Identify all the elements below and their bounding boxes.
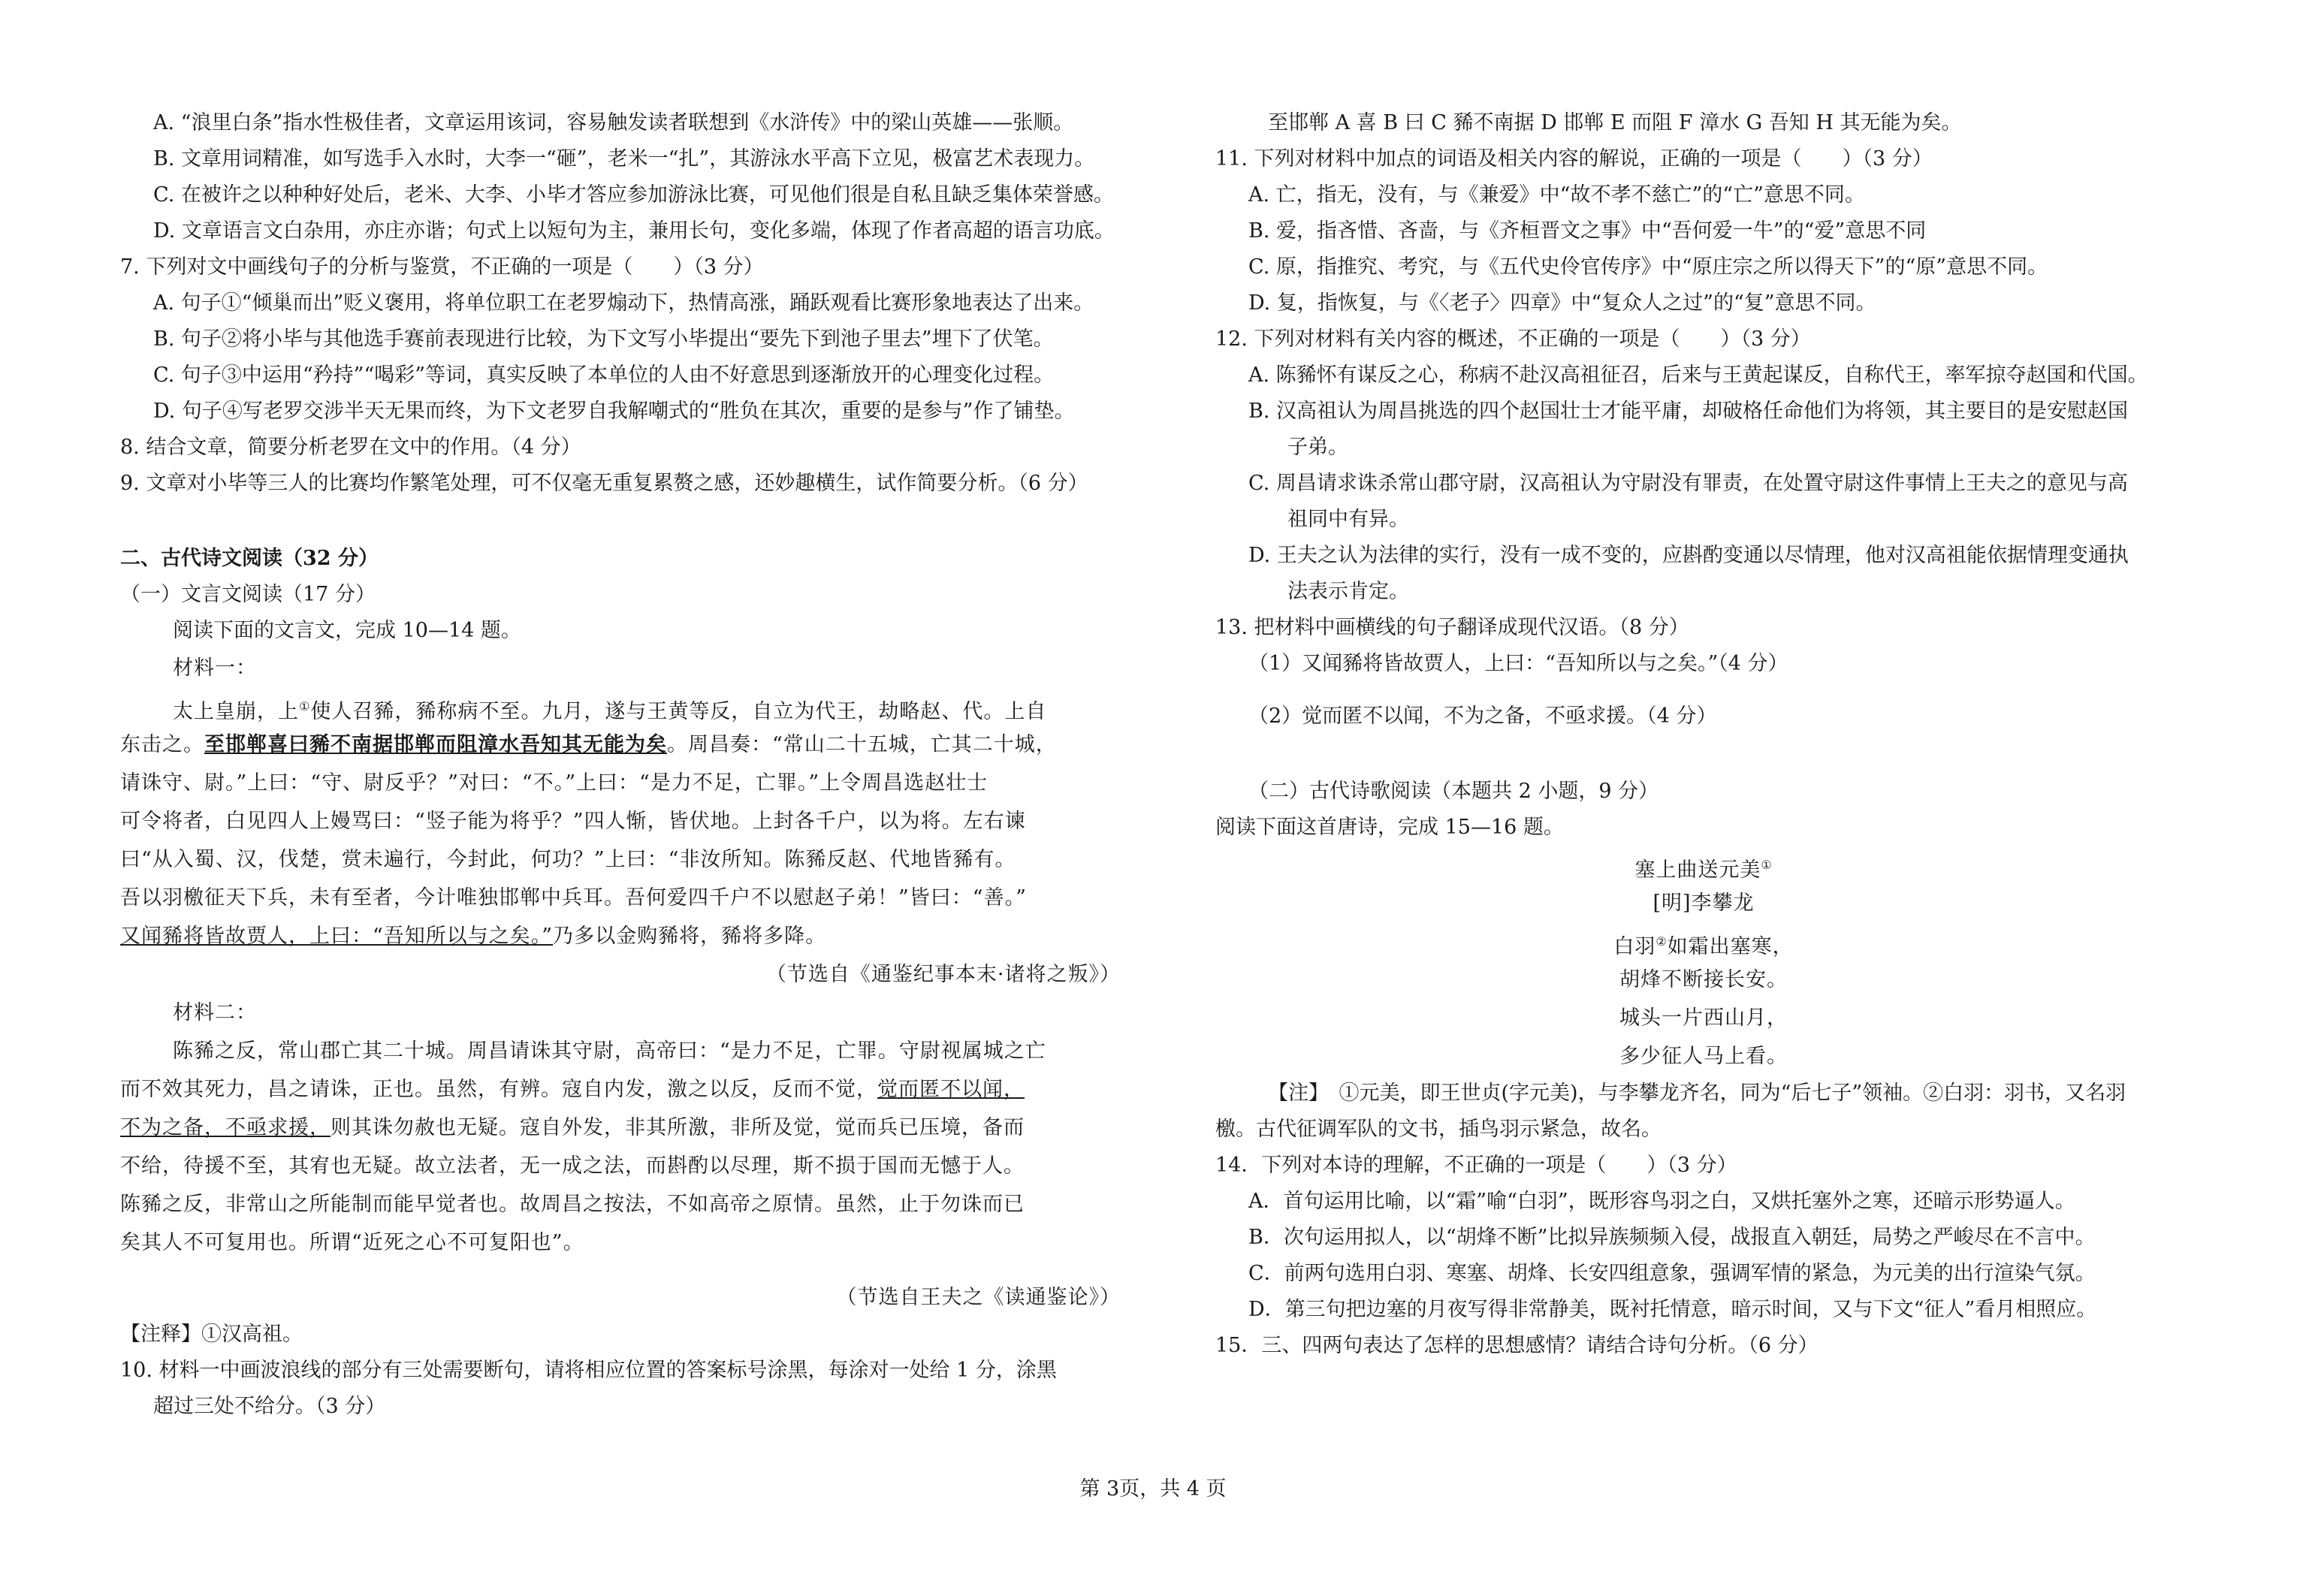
material2-source: （节选自王夫之《读通鉴论》）: [836, 1286, 1121, 1309]
q14-option-a: A．首句运用比喻，以“霜”喻“白羽”，既形容鸟羽之白，又烘托塞外之寒，还暗示形势逼人。: [1248, 1190, 2075, 1213]
material2-line: 不为之备，不亟求援，则其诛勿赦也无疑。寇自外发，非其所激，非所及觉，觉而兵已压境，备而: [120, 1116, 1025, 1139]
q7-option-b: B. 句子②将小毕与其他选手赛前表现进行比较，为下文写小毕提出“要先下到池子里去”埋下了伏笔。: [153, 327, 1054, 351]
material2-line: 不给，待援不至，其宥也无疑。故立法者，无一成之法，而斟酌以尽理，斯不损于国而无憾于人。: [120, 1154, 1025, 1178]
material2-line: 陈豨之反，常山郡亡其二十城。周昌请诛其守尉，高帝曰：“是力不足，亡罪。守尉视属城之亡: [173, 1039, 1046, 1063]
q11-option-b: B. 爱，指吝惜、吝啬，与《齐桓晋文之事》中“吾何爱一牛”的“爱”意思不同: [1248, 219, 1927, 243]
q12-option-c-cont: 祖同中有异。: [1287, 508, 1409, 531]
q10-stem: 10. 材料一中画波浪线的部分有三处需要断句，请将相应位置的答案标号涂黑，每涂对一处给 1 分，涂黑: [120, 1359, 1057, 1382]
q13-part2: （2）觉而匿不以闻，不为之备，不亟求援。（4 分）: [1248, 704, 1717, 728]
material1-label: 材料一：: [173, 656, 257, 680]
reading-intro: 阅读下面的文言文，完成 10—14 题。: [173, 619, 521, 642]
q13-stem: 13. 把材料中画横线的句子翻译成现代汉语。（8 分）: [1215, 616, 1689, 639]
q9-stem: 9. 文章对小毕等三人的比赛均作繁笔处理，可不仅毫无重复累赘之感，还妙趣横生，试作简要分析。（6 分）: [120, 472, 1088, 495]
q11-option-c: C. 原，指推究、考究，与《五代史伶官传序》中“原庄宗之所以得天下”的“原”意思不同。: [1248, 255, 2048, 279]
material1-line: 太上皇崩，上①使人召豨，豨称病不至。九月，遂与王黄等反，自立为代王，劫略赵、代。上自: [173, 699, 1047, 723]
q11-option-d: D. 复，指恢复，与《〈老子〉四章》中“复众人之过”的“复”意思不同。: [1248, 291, 1876, 315]
material2-line: 陈豨之反，非常山之所能制而能早觉者也。故周昌之按法，不如高帝之原情。虽然，止于勿诛而已: [120, 1193, 1025, 1216]
q8-stem: 8. 结合文章，简要分析老罗在文中的作用。（4 分）: [120, 436, 581, 459]
q12-stem: 12. 下列对材料有关内容的概述，不正确的一项是（ ）（3 分）: [1215, 327, 1811, 351]
q12-option-b-cont: 子弟。: [1287, 436, 1348, 459]
material1-line: 请诛守、尉。”上曰：“守、尉反乎？”对曰：“不。”上曰：“是力不足，亡罪。”上令周昌选赵壮士: [120, 771, 989, 795]
q7-stem: 7. 下列对文中画线句子的分析与鉴赏，不正确的一项是（ ）（3 分）: [120, 255, 764, 279]
q7-option-a: A. 句子①“倾巢而出”贬义褒用，将单位职工在老罗煽动下，热情高涨，踊跃观看比赛形象地表达了出来。: [153, 291, 1094, 315]
sub1-title: （一）文言文阅读（17 分）: [120, 583, 376, 606]
q12-option-b: B. 汉高祖认为周昌挑选的四个赵国壮士才能平庸，却破格任命他们为将领，其主要目的是安慰赵国: [1248, 400, 2129, 423]
underlined-sentence: 觉而匿不以闻，: [877, 1078, 1025, 1101]
material2-line: 而不效其死力，昌之请诛，正也。虽然，有辨。寇自内发，激之以反，反而不觉，觉而匿不以闻，: [120, 1078, 1025, 1101]
material2-line: 矣其人不可复用也。所谓“近死之心不可复阳也”。: [120, 1231, 584, 1254]
q11-stem: 11. 下列对材料中加点的词语及相关内容的解说，正确的一项是（ ）（3 分）: [1215, 147, 1933, 170]
section2-title: 二、古代诗文阅读（32 分）: [120, 547, 379, 570]
q14-stem: 14．下列对本诗的理解，不正确的一项是（ ）（3 分）: [1215, 1154, 1737, 1177]
q11-option-a: A. 亡，指无，没有，与《兼爱》中“故不孝不慈亡”的“亡”意思不同。: [1248, 183, 1865, 207]
q12-option-d: D. 王夫之认为法律的实行，没有一成不变的，应斟酌变通以尽情理，他对汉高祖能依据情理变通执: [1248, 544, 2129, 567]
poem-title: 塞上曲送元美①: [1634, 858, 1773, 882]
q13-part1: （1）又闻豨将皆故贾人，上曰：“吾知所以与之矣。”（4 分）: [1248, 652, 1788, 675]
q7-option-d: D. 句子④写老罗交涉半天无果而终，为下文老罗自我解嘲式的“胜负在其次，重要的是参与”作了铺垫。: [153, 400, 1075, 423]
q10-stem-cont: 超过三处不给分。（3 分）: [153, 1395, 386, 1418]
q14-option-d: D．第三句把边塞的月夜写得非常静美，既衬托情意，暗示时间，又与下文“征人”看月相照应。: [1248, 1298, 2097, 1321]
material2-label: 材料二：: [173, 1001, 257, 1024]
sub2-title: （二）古代诗歌阅读（本题共 2 小题，9 分）: [1248, 780, 1659, 803]
annotation: 【注释】①汉高祖。: [120, 1323, 303, 1346]
material1-line: 曰“从入蜀、汉，伐楚，赏未遍行，今封此，何功？”上曰：“非汝所知。陈豨反赵、代地皆豨有。: [120, 848, 1016, 871]
material1-line: 又闻豨将皆故贾人，上曰：“吾知所以与之矣。”乃多以金购豨将，豨将多降。: [120, 925, 827, 948]
poem-line: 胡烽不断接长安。: [1619, 968, 1788, 991]
sub2-intro: 阅读下面这首唐诗，完成 15—16 题。: [1215, 816, 1564, 839]
q7-option-c: C. 句子③中运用“矜持”“喝彩”等词，真实反映了本单位的人由不好意思到逐渐放开的心理变化过程。: [153, 364, 1055, 387]
q15-stem: 15．三、四两句表达了怎样的思想感情？请结合诗句分析。（6 分）: [1215, 1334, 1819, 1357]
wavy-underlined-sentence: 至邯郸喜曰豨不南据邯郸而阻漳水吾知其无能为矣: [204, 733, 667, 756]
q14-option-c: C．前两句选用白羽、寒塞、胡烽、长安四组意象，强调军情的紧急，为元美的出行渲染气氛。: [1248, 1262, 2096, 1285]
poem-line: 多少征人马上看。: [1619, 1045, 1788, 1068]
q6-option-c: C. 在被许之以种种好处后，老米、大李、小毕才答应参加游泳比赛，可见他们很是自私且缺乏集体荣誉感。: [153, 183, 1114, 207]
poem-line: 城头一片西山月，: [1619, 1006, 1788, 1030]
q12-option-a: A. 陈豨怀有谋反之心，称病不赴汉高祖征召，后来与王黄起谋反，自称代王，率军掠夺赵国和代国。: [1248, 364, 2148, 387]
q6-option-d: D. 文章语言文白杂用，亦庄亦谐；句式上以短句为主，兼用长句，变化多端，体现了作者高超的语言功底。: [153, 219, 1115, 243]
page-footer: 第 3页，共 4 页: [1079, 1477, 1227, 1501]
right-column: [1215, 105, 2192, 1364]
material1-source: （节选自《通鉴纪事本末·诸将之叛》）: [765, 963, 1121, 986]
q14-option-b: B．次句运用拟人，以“胡烽不断”比拟异族频频入侵，战报直入朝廷，局势之严峻尽在不言中。: [1248, 1226, 2096, 1249]
poem-author: [明]李攀龙: [1653, 892, 1755, 915]
underlined-sentence: 又闻豨将皆故贾人，上曰：“吾知所以与之矣。”: [120, 925, 554, 948]
poem-note: 【注】 ①元美，即王世贞(字元美)，与李攀龙齐名，同为“后七子”领袖。②白羽：羽书，又名羽: [1268, 1082, 2126, 1105]
material1-line: 东击之。至邯郸喜曰豨不南据邯郸而阻漳水吾知其无能为矣。周昌奏：“常山二十五城，亡其二十城，: [120, 733, 1057, 756]
poem-line: 白羽②如霜出塞寒，: [1613, 934, 1794, 958]
q12-option-c: C. 周昌请求诛杀常山郡守尉，汉高祖认为守尉没有罪责，在处置守尉这件事情上王夫之的意见与高: [1248, 472, 2128, 495]
q6-option-a: A. “浪里白条”指水性极佳者，文章运用该词，容易触发读者联想到《水浒传》中的梁山英雄——张顺。: [153, 111, 1074, 134]
q10-answer-line: 至邯郸 A 喜 B 曰 C 豨不南据 D 邯郸 E 而阻 F 漳水 G 吾知 H 其无能为矣。: [1268, 111, 1962, 134]
poem-note-cont: 檄。古代征调军队的文书，插鸟羽示紧急，故名。: [1215, 1118, 1662, 1141]
q12-option-d-cont: 法表示肯定。: [1287, 580, 1409, 603]
left-column: [120, 105, 1127, 1425]
underlined-sentence: 不为之备，不亟求援，: [120, 1116, 331, 1139]
material1-line: 吾以羽檄征天下兵，未有至者，今计唯独邯郸中兵耳。吾何爱四千户不以慰赵子弟！”皆曰：“善。”: [120, 886, 1027, 910]
material1-line: 可令将者，白见四人上嫚骂曰：“竖子能为将乎？”四人惭，皆伏地。上封各千户，以为将。左右谏: [120, 810, 1026, 833]
q6-option-b: B. 文章用词精准，如写选手入水时，大李一“砸”，老米一“扎”，其游泳水平高下立见，极富艺术表现力。: [153, 147, 1095, 170]
